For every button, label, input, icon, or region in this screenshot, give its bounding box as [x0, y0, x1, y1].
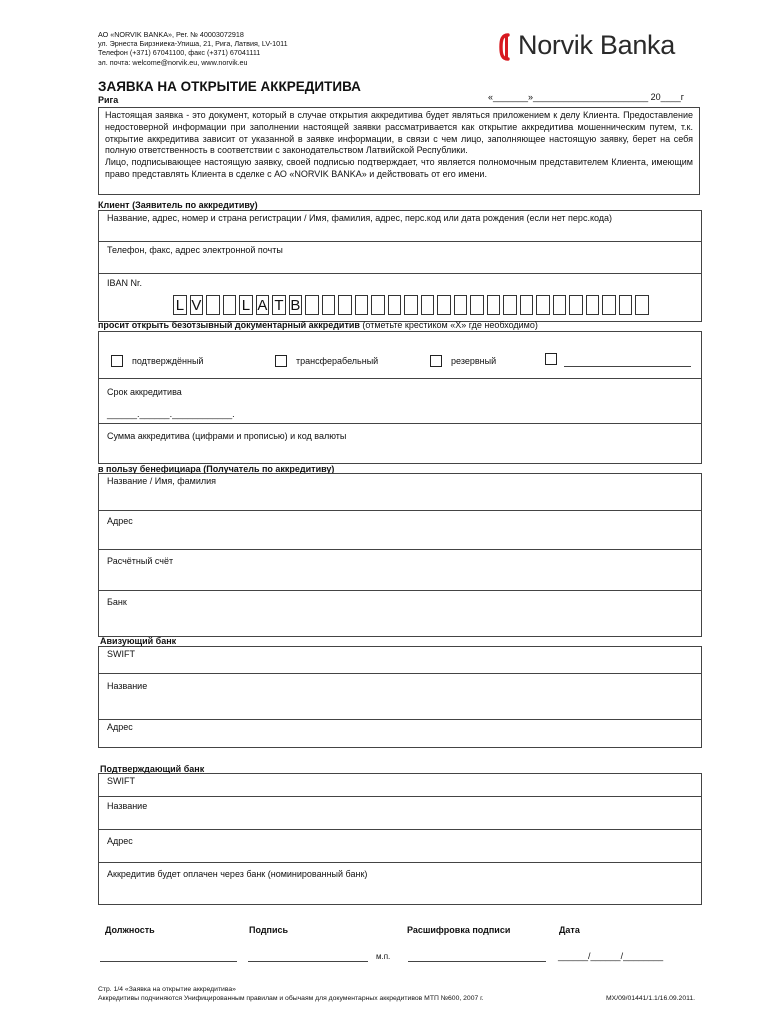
iban-cell[interactable]: [206, 295, 220, 315]
iban-cell[interactable]: [536, 295, 550, 315]
footer-rules: Аккредитивы подчиняются Унифицированным правилам и обычаям для документарных аккредитивов МТП №600, 2007 г.: [98, 995, 484, 1002]
iban-cell[interactable]: [404, 295, 418, 315]
beneficiary-account-label: Расчётный счёт: [107, 556, 174, 566]
advising-address-label: Адрес: [107, 722, 133, 732]
standby-checkbox[interactable]: [430, 355, 442, 367]
iban-cell[interactable]: [322, 295, 336, 315]
stamp-label: м.п.: [376, 952, 391, 961]
iban-cell[interactable]: V: [191, 297, 202, 314]
advising-swift-label: SWIFT: [107, 649, 135, 659]
header-line: Телефон (+371) 67041100, факс (+371) 67041111: [98, 48, 261, 58]
transferable-checkbox[interactable]: [275, 355, 287, 367]
client-heading: Клиент (Заявитель по аккредитиву): [98, 200, 258, 210]
client-box: [98, 210, 702, 322]
advising-name-label: Название: [107, 681, 148, 691]
lc-heading-note: (отметьте крестиком «X» где необходимо): [359, 320, 538, 330]
iban-cell[interactable]: [355, 295, 369, 315]
iban-cell[interactable]: L: [239, 295, 253, 315]
lc-heading-text: просит открыть безотзывный документарный аккредитив: [98, 320, 360, 330]
logo-text: Norvik Banka: [518, 30, 675, 60]
confirmed-label: подтверждённый: [132, 356, 204, 366]
iban-cell[interactable]: [520, 295, 534, 315]
iban-label: IBAN Nr.: [107, 278, 143, 288]
iban-cell[interactable]: [388, 295, 402, 315]
header-line: эл. почта: welcome@norvik.eu, www.norvik.eu: [98, 57, 248, 67]
bank-header: [98, 30, 288, 67]
advising-bank-box: [98, 646, 702, 748]
transferable-label: трансферабельный: [296, 356, 379, 366]
signature-name-field[interactable]: [408, 961, 546, 962]
footer-code: MX/09/01441/1.1/16.09.2011.: [606, 995, 696, 1002]
city: Рига: [98, 95, 119, 105]
lc-amount-label: Сумма аккредитива (цифрами и прописью) и код валюты: [107, 431, 347, 441]
intro-paragraph: Лицо, подписывающее настоящую заявку, своей подписью подтверждает, что является полномочным представителем Клиента, имеющим право представлять Клиента в сделке с АО «NORVIK BANKA» и действовать от его имени.: [105, 157, 693, 179]
beneficiary-heading: в пользу бенефициара (Получатель по аккредитиву): [98, 464, 335, 474]
lc-term-field[interactable]: ______.______.____________.: [107, 409, 235, 419]
iban-cell[interactable]: [619, 295, 633, 315]
confirming-address-label: Адрес: [107, 836, 133, 846]
signature-label: Подпись: [249, 925, 289, 935]
other-checkbox[interactable]: [545, 353, 557, 365]
iban-cell[interactable]: T: [272, 295, 286, 315]
date-label: Дата: [559, 925, 580, 935]
iban-cell[interactable]: [437, 295, 451, 315]
other-option-field[interactable]: [564, 366, 691, 367]
iban-cell[interactable]: [223, 295, 237, 315]
advising-bank-heading: Авизующий банк: [100, 636, 177, 646]
iban-cell[interactable]: [569, 295, 583, 315]
iban-cell[interactable]: [470, 295, 484, 315]
position-label: Должность: [105, 925, 155, 935]
iban-cell[interactable]: [635, 295, 649, 315]
logo-mark-icon: [498, 32, 514, 62]
footer-page: Стр. 1/4 «Заявка на открытие аккредитива»: [98, 986, 236, 993]
client-contact-label: Телефон, факс, адрес электронной почты: [107, 245, 283, 255]
norvik-logo: [498, 28, 708, 68]
confirming-bank-box: [98, 773, 702, 905]
iban-cell[interactable]: [338, 295, 352, 315]
confirming-bank-heading: Подтверждающий банк: [100, 764, 205, 774]
iban-cell[interactable]: [553, 295, 567, 315]
signature-date-field[interactable]: ______/______/________: [558, 951, 664, 961]
nominated-bank-label: Аккредитив будет оплачен через банк (номинированный банк): [107, 869, 368, 879]
header-line: ул. Эрнеста Бирзниека-Упиша, 21, Рига, Латвия, LV-1011: [98, 39, 288, 49]
confirmed-checkbox[interactable]: [111, 355, 123, 367]
beneficiary-address-label: Адрес: [107, 516, 133, 526]
confirming-swift-label: SWIFT: [107, 776, 135, 786]
iban-cell[interactable]: L: [173, 295, 187, 315]
intro-text-box: [98, 107, 700, 195]
confirming-name-label: Название: [107, 801, 148, 811]
intro-paragraph: Настоящая заявка - это документ, который в случае открытия аккредитива будет являться приложением к делу Клиента. Предоставление недостоверной информации при заполнении настоящей заявки рассматривается как открытие аккредитива мошенническим путем, т.к. открытие аккредитива зависит от указанной в заявке информации, в связи с чем лицо, заполняющее настоящую заявку, берет на себя полную ответственность в соответствии с законодательством Латвийской Республики.: [105, 110, 693, 156]
beneficiary-bank-label: Банк: [107, 597, 127, 607]
iban-cell[interactable]: [371, 295, 385, 315]
position-field[interactable]: [100, 961, 237, 962]
header-line: АО «NORVIK BANKA», Рег. № 40003072918: [98, 30, 244, 39]
beneficiary-name-label: Название / Имя, фамилия: [107, 476, 217, 486]
client-name-label: Название, адрес, номер и страна регистрации / Имя, фамилия, адрес, перс.код или дата рождения (если нет перс.кода): [107, 213, 613, 223]
iban-cell[interactable]: [421, 295, 435, 315]
beneficiary-box: [98, 473, 702, 637]
iban-cell[interactable]: B: [290, 297, 301, 314]
date-field[interactable]: «_______»_______________________ 20____г: [488, 92, 684, 102]
iban-cell[interactable]: [305, 295, 319, 315]
iban-cell[interactable]: [586, 295, 600, 315]
iban-cells[interactable]: [173, 295, 683, 315]
lc-heading: [98, 320, 538, 330]
lc-box: [98, 331, 702, 464]
iban-cell[interactable]: A: [257, 297, 268, 314]
iban-cell[interactable]: [454, 295, 468, 315]
iban-cell[interactable]: [487, 295, 501, 315]
iban-cell[interactable]: [602, 295, 616, 315]
form-title: ЗАЯВКА НА ОТКРЫТИЕ АККРЕДИТИВА: [98, 79, 361, 94]
standby-label: резервный: [451, 356, 497, 366]
signature-name-label: Расшифровка подписи: [407, 925, 511, 935]
signature-field[interactable]: [248, 961, 368, 962]
iban-cell[interactable]: [503, 295, 517, 315]
lc-term-label: Срок аккредитива: [107, 387, 182, 397]
